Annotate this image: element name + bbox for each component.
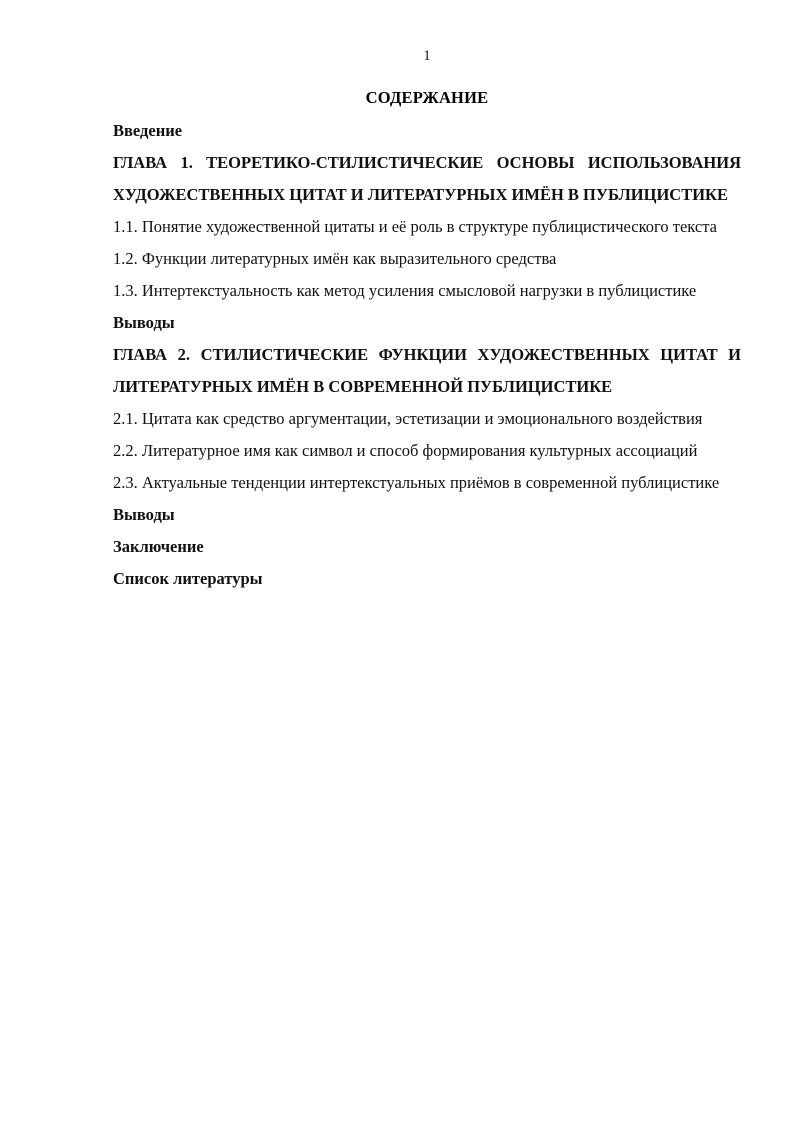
toc-entry-section-1-1[interactable]: 1.1. Понятие художественной цитаты и её роль в структуре публицистического текста [113, 217, 717, 236]
toc-entry-conclusions-2[interactable]: Выводы [113, 505, 175, 524]
toc-entry-chapter-2[interactable]: ГЛАВА 2. СТИЛИСТИЧЕСКИЕ ФУНКЦИИ ХУДОЖЕСТВЕННЫХ ЦИТАТ И ЛИТЕРАТУРНЫХ ИМЁН В СОВРЕМЕННОЙ ПУБЛИЦИСТИКЕ [113, 345, 741, 396]
toc-entry-references[interactable]: Список литературы [113, 569, 263, 588]
title-spacer [113, 68, 741, 82]
toc-entry-conclusion[interactable]: Заключение [113, 537, 204, 556]
page-number: 1 [423, 48, 431, 64]
toc-entry-chapter-1[interactable]: ГЛАВА 1. ТЕОРЕТИКО-СТИЛИСТИЧЕСКИЕ ОСНОВЫ ИСПОЛЬЗОВАНИЯ ХУДОЖЕСТВЕННЫХ ЦИТАТ И ЛИТЕРАТУРНЫХ ИМЁН В ПУБЛИЦИСТИКЕ [113, 153, 741, 204]
toc-entry-section-2-3[interactable]: 2.3. Актуальные тенденции интертекстуальных приёмов в современной публицистике [113, 473, 720, 492]
table-of-contents [113, 115, 741, 595]
toc-entry-introduction[interactable]: Введение [113, 121, 183, 140]
toc-entry-section-2-2[interactable]: 2.2. Литературное имя как символ и способ формирования культурных ассоциаций [113, 441, 698, 460]
toc-entry-section-1-3[interactable]: 1.3. Интертекстуальность как метод усиления смысловой нагрузки в публицистике [113, 281, 697, 300]
toc-entry-section-1-2[interactable]: 1.2. Функции литературных имён как выразительного средства [113, 249, 557, 268]
toc-entry-section-2-1[interactable]: 2.1. Цитата как средство аргументации, эстетизации и эмоционального воздействия [113, 409, 703, 428]
toc-entry-conclusions-1[interactable]: Выводы [113, 313, 175, 332]
page-title: СОДЕРЖАНИЕ [365, 88, 489, 107]
page-content-column [113, 44, 741, 595]
